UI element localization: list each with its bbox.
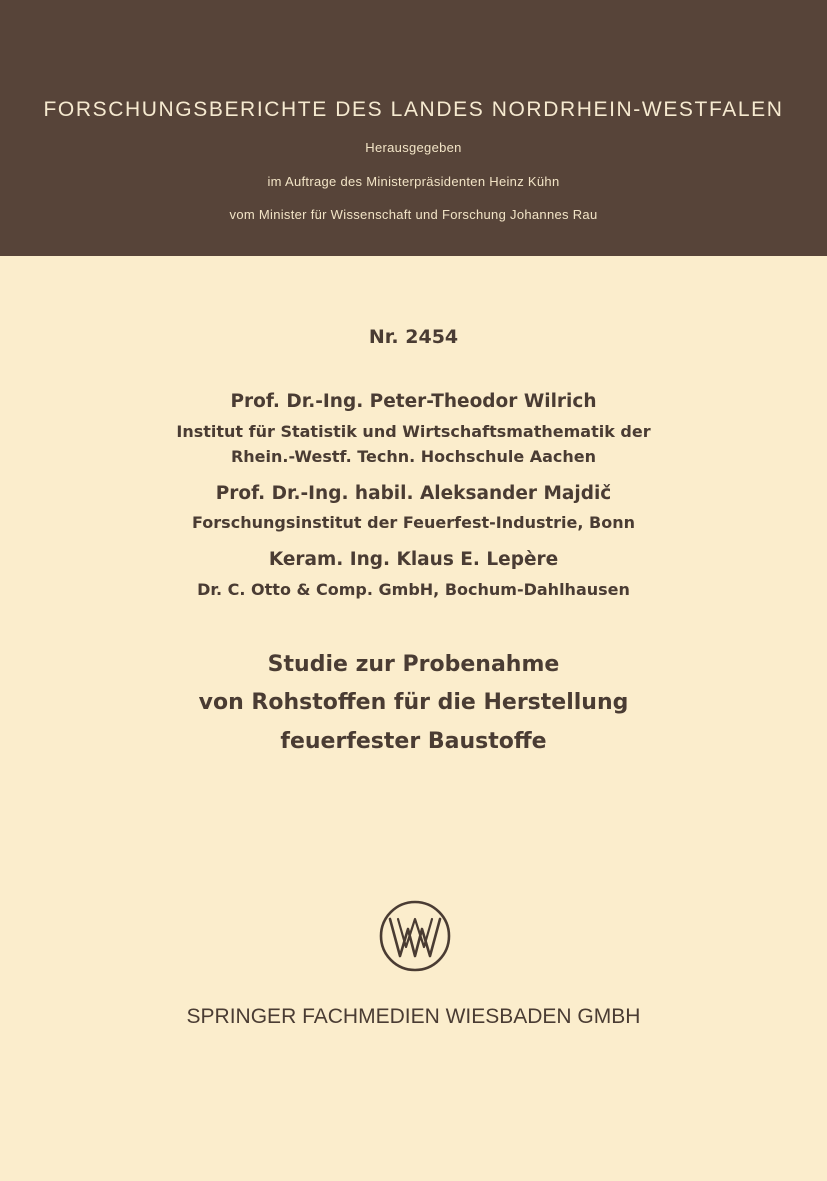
book-title-line-1: Studie zur Probenahme	[267, 652, 560, 677]
author-name-2: Prof. Dr.-Ing. habil. Aleksander Majdič	[215, 483, 612, 504]
author-affiliation-1a: Institut für Statistik und Wirtschaftsmathematik der	[176, 422, 651, 441]
editor-line-1: Herausgegeben	[365, 140, 462, 155]
book-title-line-3: feuerfester Baustoffe	[280, 729, 547, 754]
publisher-name: SPRINGER FACHMEDIEN WIESBADEN GMBH	[186, 1005, 641, 1028]
report-number: Nr. 2454	[368, 326, 459, 348]
editor-line-2: im Auftrage des Ministerpräsidenten Heinz Kühn	[267, 174, 560, 189]
editor-line-3: vom Minister für Wissenschaft und Forschung Johannes Rau	[229, 207, 598, 222]
westdeutscher-verlag-w-logo-icon	[378, 899, 452, 973]
author-name-3: Keram. Ing. Klaus E. Lepère	[268, 549, 559, 570]
author-affiliation-1b: Rhein.-Westf. Techn. Hochschule Aachen	[230, 447, 597, 466]
author-name-1: Prof. Dr.-Ing. Peter-Theodor Wilrich	[230, 391, 597, 412]
author-affiliation-3: Dr. C. Otto & Comp. GmbH, Bochum-Dahlhausen	[197, 580, 630, 599]
author-affiliation-2: Forschungsinstitut der Feuerfest-Industrie, Bonn	[192, 513, 635, 532]
series-title: FORSCHUNGSBERICHTE DES LANDES NORDRHEIN-WESTFALEN	[43, 98, 784, 121]
book-title-line-2: von Rohstoffen für die Herstellung	[198, 690, 629, 715]
header-band	[0, 0, 827, 256]
